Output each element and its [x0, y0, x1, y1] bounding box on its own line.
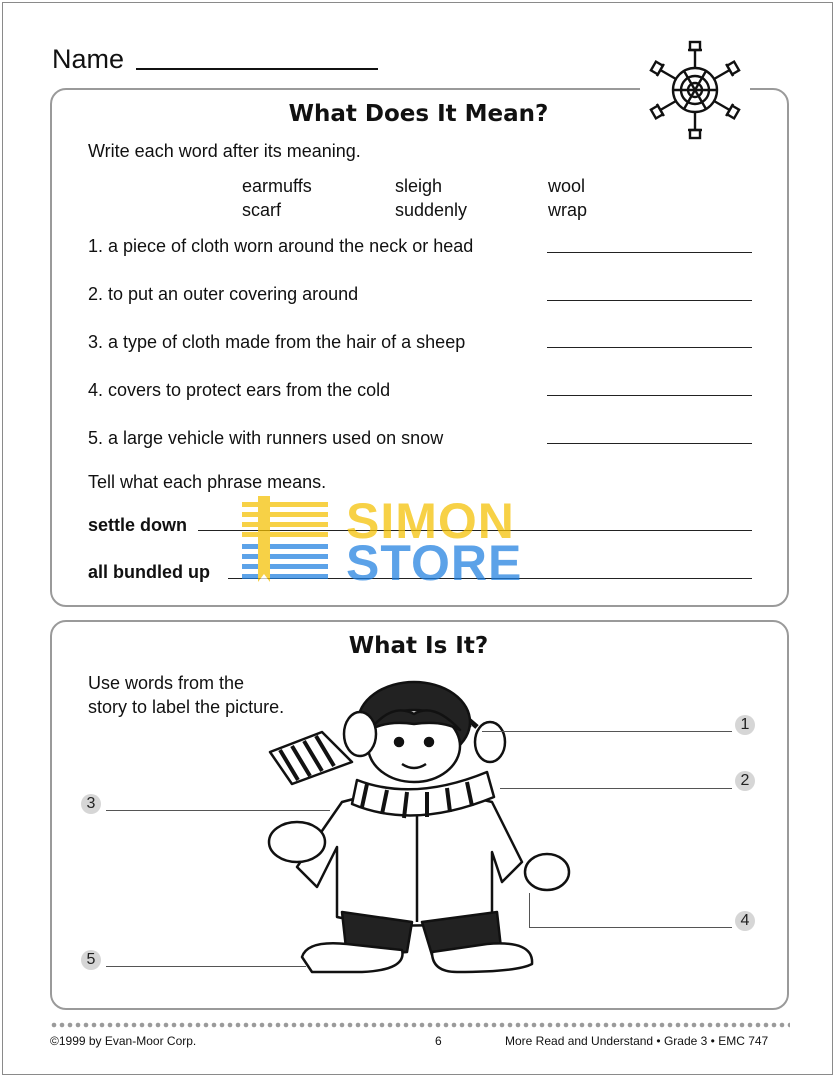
word-bank-item: earmuffs: [242, 176, 312, 196]
word-bank-item: suddenly: [395, 200, 468, 220]
word-bank-item: wool: [548, 176, 586, 196]
definition-3: 3. a type of cloth made from the hair of a sheep: [88, 332, 466, 352]
section2-instruction-line2: story to label the picture.: [88, 697, 285, 717]
section2-title: What Is It?: [348, 633, 489, 659]
footer-copyright: ©1999 by Evan-Moor Corp.: [50, 1034, 197, 1048]
answer-line-5[interactable]: [547, 443, 752, 444]
leader-line-4: [529, 927, 732, 928]
label-marker-4: 4: [735, 911, 755, 931]
section2-instruction-line1: Use words from the: [88, 673, 245, 693]
phrase-all-bundled-up: all bundled up: [88, 562, 210, 582]
phrase-instruction: Tell what each phrase means.: [88, 472, 327, 492]
answer-line-1[interactable]: [547, 252, 752, 253]
label-marker-3: 3: [81, 794, 101, 814]
watermark-logo-icon: [236, 494, 336, 588]
leader-line-1: [482, 731, 732, 732]
section1-instruction: Write each word after its meaning.: [88, 141, 361, 161]
leader-line-3: [106, 810, 330, 811]
definition-2: 2. to put an outer covering around: [88, 284, 359, 304]
answer-line-4[interactable]: [547, 395, 752, 396]
watermark-line1: SIMON: [346, 493, 515, 549]
footer-page-number: 6: [435, 1034, 442, 1048]
label-marker-1: 1: [735, 715, 755, 735]
definition-4: 4. covers to protect ears from the cold: [88, 380, 391, 400]
label-marker-5: 5: [81, 950, 101, 970]
definition-5: 5. a large vehicle with runners used on snow: [88, 428, 444, 448]
leader-line-5: [106, 966, 306, 967]
definition-1: 1. a piece of cloth worn around the neck or head: [88, 236, 474, 256]
answer-line-2[interactable]: [547, 300, 752, 301]
word-bank-item: sleigh: [395, 176, 443, 196]
leader-line-2: [500, 788, 732, 789]
watermark-line2: STORE: [346, 535, 523, 591]
word-bank-item: scarf: [242, 200, 282, 220]
child-winter-illustration: [262, 672, 582, 992]
label-marker-2: 2: [735, 771, 755, 791]
word-bank-item: wrap: [548, 200, 588, 220]
watermark: [236, 493, 592, 591]
footer-divider: [50, 1022, 790, 1028]
section1-title: What Does It Mean?: [288, 101, 549, 127]
footer-book-info: More Read and Understand • Grade 3 • EMC 747: [505, 1034, 769, 1048]
answer-line-3[interactable]: [547, 347, 752, 348]
name-line: [136, 68, 378, 70]
leader-line-4-vertical: [529, 893, 530, 927]
phrase-settle-down: settle down: [88, 515, 188, 535]
name-label: Name: [52, 44, 125, 74]
